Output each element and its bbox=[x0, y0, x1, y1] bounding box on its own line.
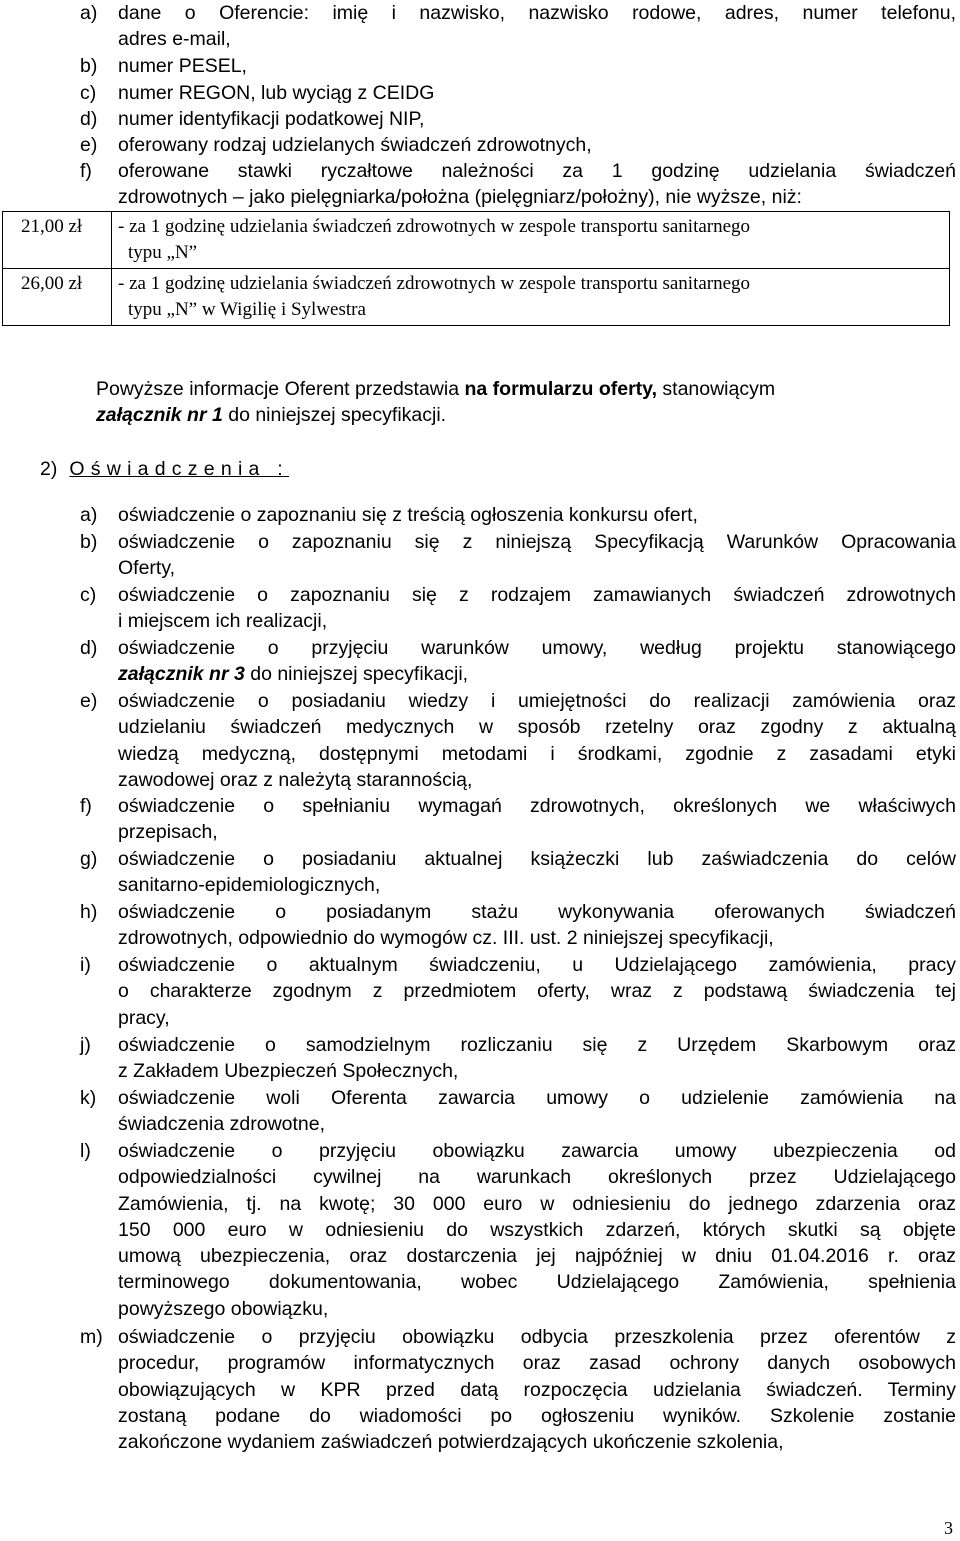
list-label: l) bbox=[80, 1140, 91, 1162]
info-paragraph bbox=[96, 376, 956, 429]
list-label: e) bbox=[80, 134, 98, 156]
list-text: oświadczenie o przyjęciu obowiązku odbycia przeszkolenia przez oferentów z bbox=[118, 1326, 956, 1348]
list-label: k) bbox=[80, 1087, 97, 1109]
list-text: procedur, programów informatycznych oraz zasad ochrony danych osobowych bbox=[118, 1352, 956, 1375]
rate-line: - za 1 godzinę udzielania świadczeń zdrowotnych w zespole transportu sanitarnego bbox=[118, 216, 751, 237]
section-heading bbox=[40, 458, 289, 481]
list-label: b) bbox=[80, 55, 98, 77]
list-text: oświadczenie o przyjęciu warunków umowy, według projektu stanowiącego bbox=[118, 637, 956, 659]
list-text: dane o Oferencie: imię i nazwisko, nazwisko rodowe, adres, numer telefonu, bbox=[118, 2, 956, 24]
list-label: j) bbox=[80, 1034, 91, 1056]
list-label: i) bbox=[80, 954, 91, 976]
rate-description bbox=[112, 269, 950, 326]
rate-line: typu „N” bbox=[128, 242, 198, 263]
list-label: c) bbox=[80, 82, 97, 104]
list-text: oświadczenie o zapoznaniu się z niniejszą Specyfikacją Warunków Opracowania bbox=[118, 531, 956, 553]
list-text: oświadczenie o aktualnym świadczeniu, u Udzielającego zamówienia, pracy bbox=[118, 954, 956, 976]
info-text: Powyższe informacje Oferent przedstawia bbox=[96, 378, 465, 400]
list-text: Zamówienia, tj. na kwotę; 30 000 euro w odniesieniu do jednego zdarzenia oraz bbox=[118, 1192, 956, 1215]
list-text: oświadczenie o spełnianiu wymagań zdrowotnych, określonych we właściwych bbox=[118, 795, 956, 817]
list-text: zawodowej oraz z należytą starannością, bbox=[118, 768, 473, 791]
rate-line: - za 1 godzinę udzielania świadczeń zdrowotnych w zespole transportu sanitarnego bbox=[118, 273, 751, 294]
list-text: numer PESEL, bbox=[118, 55, 247, 77]
list-label: b) bbox=[80, 531, 98, 553]
list-text: umową ubezpieczenia, oraz dostarczenia jej najpóźniej w dniu 01.04.2016 r. oraz bbox=[118, 1245, 956, 1268]
list-text: oferowane stawki ryczałtowe należności za 1 godzinę udzielania świadczeń bbox=[118, 160, 956, 182]
list-text: oświadczenie woli Oferenta zawarcia umowy o udzielenie zamówienia na bbox=[118, 1087, 956, 1109]
list-text: oświadczenie o przyjęciu obowiązku zawarcia umowy ubezpieczenia od bbox=[118, 1140, 956, 1162]
list-text: zakończone wydaniem zaświadczeń potwierdzających ukończenie szkolenia, bbox=[118, 1431, 784, 1454]
list-label: f) bbox=[80, 795, 92, 817]
list-text: oświadczenie o posiadaniu aktualnej książeczki lub zaświadczenia do celów bbox=[118, 848, 956, 870]
list-text: do niniejszej specyfikacji, bbox=[244, 663, 469, 686]
rate-description bbox=[112, 212, 950, 269]
list-text: oświadczenie o zapoznaniu się z rodzajem zamawianych świadczeń zdrowotnych bbox=[118, 584, 956, 606]
info-text: do niniejszej specyfikacji. bbox=[222, 404, 447, 427]
list-text: oświadczenie o samodzielnym rozliczaniu się z Urzędem Skarbowym oraz bbox=[118, 1034, 956, 1056]
list-text: obowiązujących w KPR przed datą rozpoczęcia udzielania świadczeń. Terminy bbox=[118, 1378, 956, 1401]
list-text: numer REGON, lub wyciąg z CEIDG bbox=[118, 82, 435, 104]
table-row bbox=[3, 212, 950, 269]
rate-table bbox=[2, 211, 950, 326]
list-text: z Zakładem Ubezpieczeń Społecznych, bbox=[118, 1060, 459, 1083]
list-label: a) bbox=[80, 2, 98, 24]
list-text: odpowiedzialności cywilnej na warunkach określonych przez Udzielającego bbox=[118, 1166, 956, 1189]
rate-line: typu „N” w Wigilię i Sylwestra bbox=[128, 299, 366, 320]
rate-price: 21,00 zł bbox=[3, 212, 112, 269]
list-label: d) bbox=[80, 108, 98, 130]
list-text: oświadczenie o posiadaniu wiedzy i umiejętności do realizacji zamówienia oraz bbox=[118, 690, 956, 712]
list-text: oświadczenie o zapoznaniu się z treścią ogłoszenia konkursu ofert, bbox=[118, 504, 698, 526]
list-label: d) bbox=[80, 637, 98, 659]
list-text: adres e-mail, bbox=[118, 28, 231, 51]
list-text: i miejscem ich realizacji, bbox=[118, 610, 328, 633]
section-title: Oświadczenia : bbox=[69, 458, 289, 480]
list-label: e) bbox=[80, 690, 98, 712]
list-text: terminowego dokumentowania, wobec Udzielającego Zamówienia, spełnienia bbox=[118, 1271, 956, 1294]
info-bold-italic: załącznik nr 1 bbox=[96, 404, 223, 427]
list-label: m) bbox=[80, 1326, 103, 1348]
list-label: f) bbox=[80, 160, 92, 182]
list-text: numer identyfikacji podatkowej NIP, bbox=[118, 108, 425, 130]
list-label: h) bbox=[80, 901, 98, 923]
list-text: oferowany rodzaj udzielanych świadczeń zdrowotnych, bbox=[118, 134, 592, 156]
section-number: 2) bbox=[40, 458, 58, 480]
info-text: stanowiącym bbox=[656, 378, 776, 400]
list-label: g) bbox=[80, 848, 98, 870]
list-text: wiedzą medyczną, dostępnymi metodami i środkami, zgodnie z zasadami etyki bbox=[118, 742, 956, 765]
list-text: przepisach, bbox=[118, 821, 218, 844]
list-text: udzielaniu świadczeń medycznych w sposób rzetelny oraz zgodny z aktualną bbox=[118, 716, 956, 739]
list-text: 150 000 euro w odniesieniu do wszystkich zdarzeń, których skutki są objęte bbox=[118, 1218, 956, 1241]
list-text: oświadczenie o posiadanym stażu wykonywania oferowanych świadczeń bbox=[118, 901, 956, 923]
list-text: zostaną podane do wiadomości po ogłoszeniu wyników. Szkolenie zostanie bbox=[118, 1404, 956, 1427]
table-row bbox=[3, 269, 950, 326]
list-label: a) bbox=[80, 504, 98, 526]
list-text-bold-italic: załącznik nr 3 bbox=[118, 663, 245, 686]
page-number: 3 bbox=[944, 1518, 953, 1538]
list-label: c) bbox=[80, 584, 97, 606]
list-text: Oferty, bbox=[118, 557, 176, 580]
list-text: sanitarno-epidemiologicznych, bbox=[118, 874, 381, 897]
list-text: zdrowotnych – jako pielęgniarka/położna (pielęgniarz/położny), nie wyższe, niż: bbox=[118, 186, 802, 209]
list-text: o charakterze zgodnym z przedmiotem oferty, wraz z podstawą świadczenia tej bbox=[118, 980, 956, 1003]
list-text: powyższego obowiązku, bbox=[118, 1297, 329, 1320]
info-bold: na formularzu oferty, bbox=[464, 378, 657, 400]
list-text: zdrowotnych, odpowiednio do wymogów cz. III. ust. 2 niniejszej specyfikacji, bbox=[118, 927, 774, 950]
rate-price: 26,00 zł bbox=[3, 269, 112, 326]
list-text: pracy, bbox=[118, 1006, 170, 1029]
list-text: świadczenia zdrowotne, bbox=[118, 1113, 326, 1136]
